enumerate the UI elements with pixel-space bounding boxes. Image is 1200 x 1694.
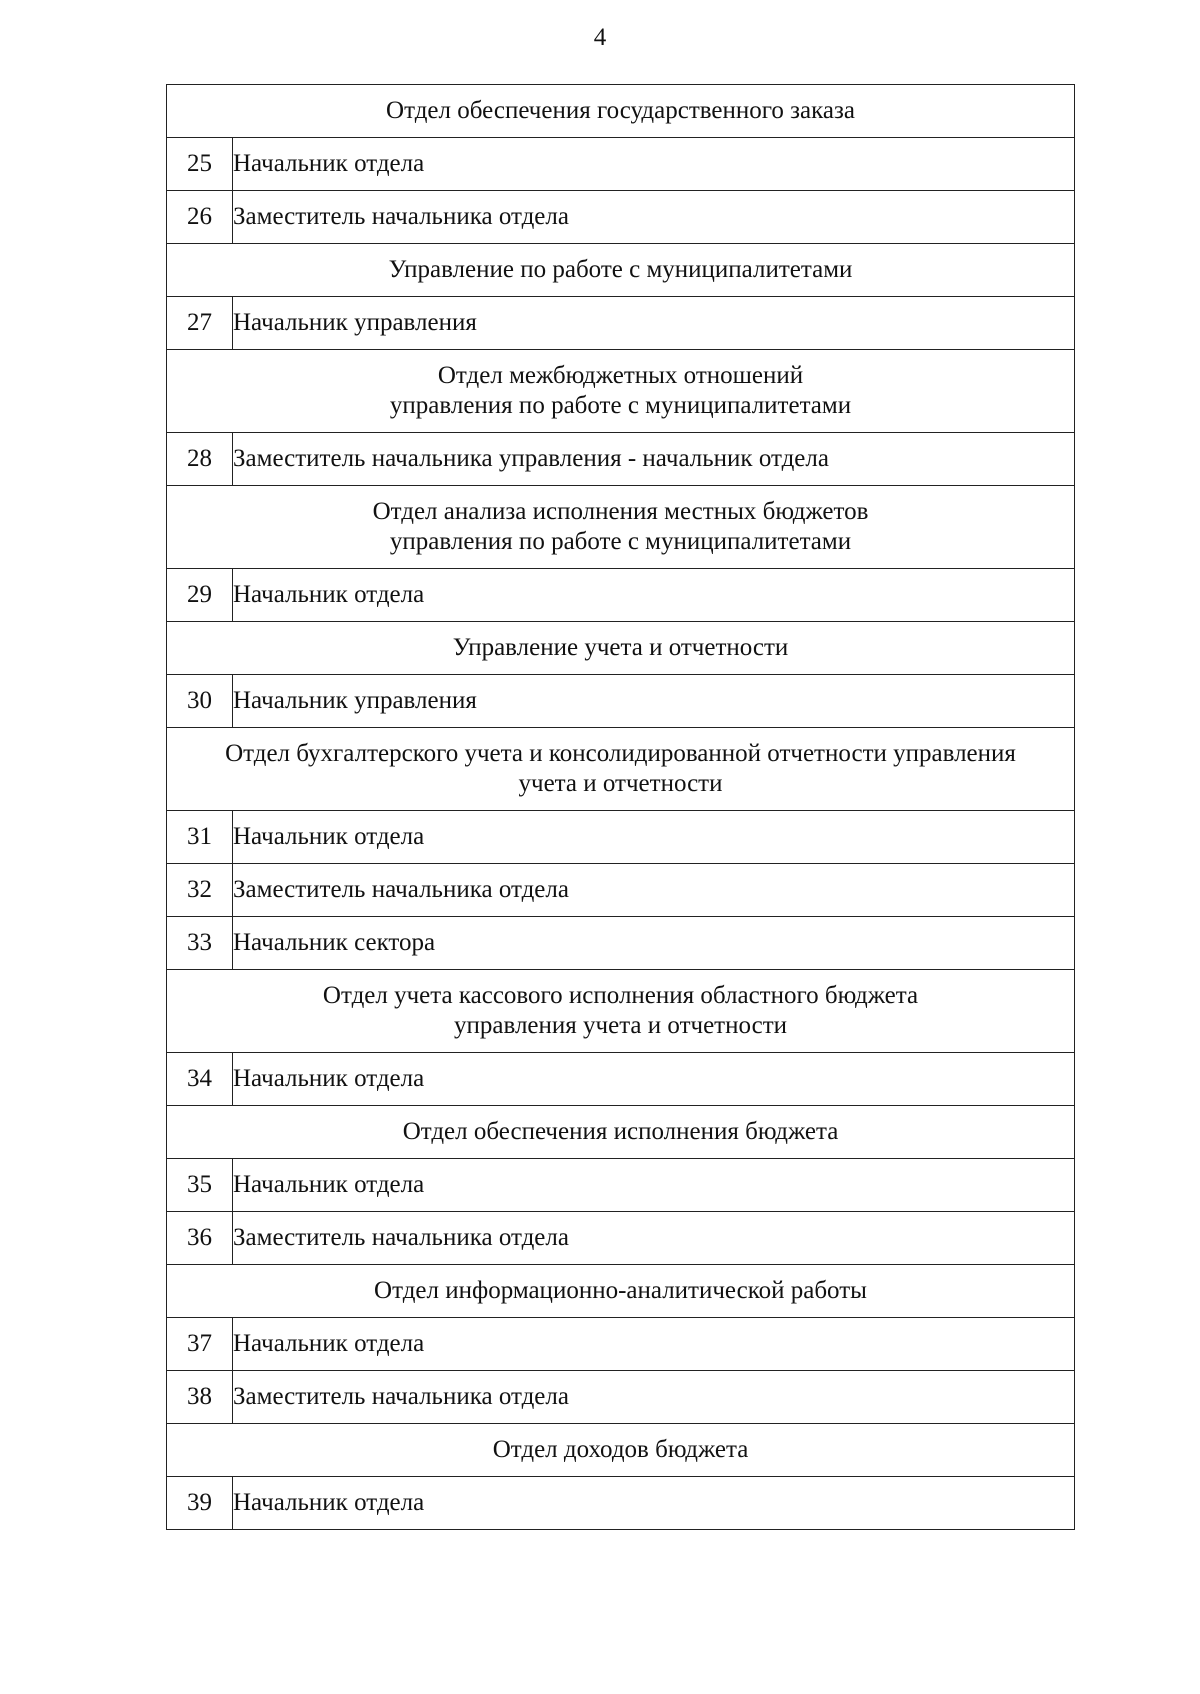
- position-title: Заместитель начальника отдела: [233, 1371, 1075, 1424]
- position-row: [167, 138, 1075, 191]
- section-title-line: Отдел анализа исполнения местных бюджетов: [372, 498, 869, 525]
- section-title-line: Отдел бухгалтерского учета и консолидированной отчетности управления: [225, 740, 1016, 767]
- position-number: 36: [167, 1212, 233, 1265]
- position-title: Начальник отдела: [233, 1477, 1075, 1530]
- position-title: Начальник отдела: [233, 1053, 1075, 1106]
- section-title: [167, 970, 1075, 1053]
- position-title: Начальник отдела: [233, 1318, 1075, 1371]
- section-title-line: Отдел межбюджетных отношений: [437, 362, 804, 389]
- section-title: [167, 1424, 1075, 1477]
- position-number: 30: [167, 675, 233, 728]
- position-number: 29: [167, 569, 233, 622]
- position-number: 27: [167, 297, 233, 350]
- section-header-row: [167, 350, 1075, 433]
- position-number: 37: [167, 1318, 233, 1371]
- page-number: 4: [593, 24, 607, 51]
- position-row: [167, 811, 1075, 864]
- section-title-line: управления по работе с муниципалитетами: [389, 392, 852, 419]
- position-row: [167, 675, 1075, 728]
- position-row: [167, 1477, 1075, 1530]
- section-title: [167, 486, 1075, 569]
- position-row: [167, 1318, 1075, 1371]
- position-title: Начальник отдела: [233, 1159, 1075, 1212]
- section-title: [167, 244, 1075, 297]
- section-header-row: [167, 728, 1075, 811]
- position-title: Заместитель начальника отдела: [233, 864, 1075, 917]
- position-row: [167, 864, 1075, 917]
- position-title: Заместитель начальника управления - начальник отдела: [233, 433, 1075, 486]
- position-number: 39: [167, 1477, 233, 1530]
- position-number: 28: [167, 433, 233, 486]
- positions-table-body: [167, 85, 1075, 1530]
- position-row: [167, 1371, 1075, 1424]
- position-row: [167, 569, 1075, 622]
- section-header-row: [167, 1424, 1075, 1477]
- positions-table: [166, 84, 1075, 1530]
- section-title-line: Отдел учета кассового исполнения областного бюджета: [322, 982, 919, 1009]
- section-header-row: [167, 1106, 1075, 1159]
- position-title: Начальник отдела: [233, 138, 1075, 191]
- section-title-line: Управление по работе с муниципалитетами: [388, 256, 853, 283]
- position-number: 33: [167, 917, 233, 970]
- section-title-line: управления учета и отчетности: [454, 1012, 787, 1039]
- position-row: [167, 1212, 1075, 1265]
- section-header-row: [167, 1265, 1075, 1318]
- position-row: [167, 297, 1075, 350]
- position-title: Заместитель начальника отдела: [233, 191, 1075, 244]
- position-number: 26: [167, 191, 233, 244]
- section-header-row: [167, 970, 1075, 1053]
- position-number: 25: [167, 138, 233, 191]
- position-row: [167, 917, 1075, 970]
- position-title: Заместитель начальника отдела: [233, 1212, 1075, 1265]
- section-title-line: управления по работе с муниципалитетами: [389, 528, 852, 555]
- position-number: 31: [167, 811, 233, 864]
- position-number: 34: [167, 1053, 233, 1106]
- section-title: [167, 1106, 1075, 1159]
- section-title-line: Отдел информационно-аналитической работы: [374, 1277, 867, 1304]
- position-title: Начальник управления: [233, 297, 1075, 350]
- section-header-row: [167, 622, 1075, 675]
- section-title-line: Отдел доходов бюджета: [492, 1436, 749, 1463]
- position-title: Начальник сектора: [233, 917, 1075, 970]
- section-title: [167, 728, 1075, 811]
- section-title: [167, 622, 1075, 675]
- position-row: [167, 433, 1075, 486]
- section-title: [167, 85, 1075, 138]
- position-row: [167, 191, 1075, 244]
- section-header-row: [167, 85, 1075, 138]
- section-title-line: Отдел обеспечения государственного заказа: [386, 97, 855, 124]
- section-header-row: [167, 486, 1075, 569]
- position-row: [167, 1159, 1075, 1212]
- position-title: Начальник управления: [233, 675, 1075, 728]
- section-title-line: учета и отчетности: [518, 770, 723, 797]
- position-title: Начальник отдела: [233, 569, 1075, 622]
- position-number: 35: [167, 1159, 233, 1212]
- section-title-line: Управление учета и отчетности: [452, 634, 789, 661]
- section-title-line: Отдел обеспечения исполнения бюджета: [402, 1118, 839, 1145]
- section-header-row: [167, 244, 1075, 297]
- section-title: [167, 1265, 1075, 1318]
- position-title: Начальник отдела: [233, 811, 1075, 864]
- position-number: 32: [167, 864, 233, 917]
- section-title: [167, 350, 1075, 433]
- position-number: 38: [167, 1371, 233, 1424]
- position-row: [167, 1053, 1075, 1106]
